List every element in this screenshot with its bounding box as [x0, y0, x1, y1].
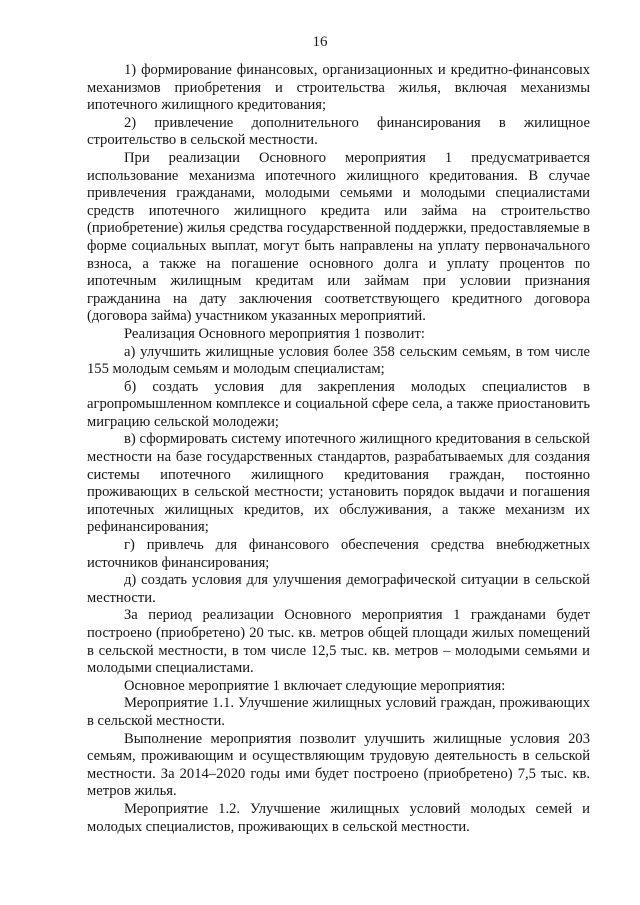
paragraph: 1) формирование финансовых, организационных и кредитно-финансовых механизмов приобретения и строительства жилья, включая механизмы ипотечного жилищного кредитования; — [87, 62, 590, 114]
paragraph: 2) привлечение дополнительного финансирования в жилищное строительство в сельской местности. — [87, 114, 590, 149]
page-number: 16 — [312, 34, 328, 50]
paragraph: а) улучшить жилищные условия более 358 сельским семьям, в том числе 155 молодым семьям и молодым специалистам; — [87, 343, 590, 378]
paragraph: Мероприятие 1.1. Улучшение жилищных условий граждан, проживающих в сельской местности. — [87, 695, 590, 729]
paragraph: Основное мероприятие 1 включает следующие мероприятия: — [124, 677, 506, 694]
paragraph: За период реализации Основного мероприятия 1 гражданами будет построено (приобретено) 20 тыс. кв. метров общей площади жилых помещений в сельской местности, в том числе 12,5 тыс. кв. метров – молодыми семьями и молодыми специалистами. — [87, 607, 590, 677]
paragraph: Выполнение мероприятия позволит улучшить жилищные условия 203 семьям, проживающим и осуществляющим трудовую деятельность в сельской местности. За 2014–2020 годы ими будет построено (приобретено) 7,5 тыс. кв. метров жилья. — [87, 730, 590, 800]
paragraph: г) привлечь для финансового обеспечения средства внебюджетных источников финансирования; — [87, 537, 590, 571]
paragraph: Мероприятие 1.2. Улучшение жилищных условий молодых семей и молодых специалистов, проживающих в сельской местности. — [87, 800, 590, 835]
body-text — [87, 62, 590, 836]
paragraph: д) создать условия для улучшения демографической ситуации в сельской местности. — [87, 572, 590, 606]
paragraph: Реализация Основного мероприятия 1 позволит: — [124, 325, 425, 342]
paragraph: б) создать условия для закрепления молодых специалистов в агропромышленном комплексе и социальной сфере села, а также приостановить миграцию сельской молодежи; — [87, 378, 590, 430]
paragraph: При реализации Основного мероприятия 1 предусматривается использование механизма ипотечного жилищного кредитования. В случае привлечения гражданами, молодыми семьями и молодыми специалистами средств ипотечного жилищного кредита или займа на строительство (приобретение) жилья средства государственной поддержки, предоставляемые в форме социальных выплат, могут быть направлены на уплату первоначального взноса, а также на погашение основного долга и уплату процентов по ипотечным жилищным кредитам или займам при условии признания гражданина на дату заключения соответствующего кредитного договора (договора займа) участником указанных мероприятий. — [87, 149, 590, 325]
paragraph: в) сформировать систему ипотечного жилищного кредитования в сельской местности на базе государственных стандартов, разрабатываемых для создания системы ипотечного жилищного кредитования граждан, постоянно проживающих в сельской местности; установить порядок выдачи и погашения ипотечных жилищных кредитов, их обслуживания, а также механизм их рефинансирования; — [87, 431, 590, 536]
